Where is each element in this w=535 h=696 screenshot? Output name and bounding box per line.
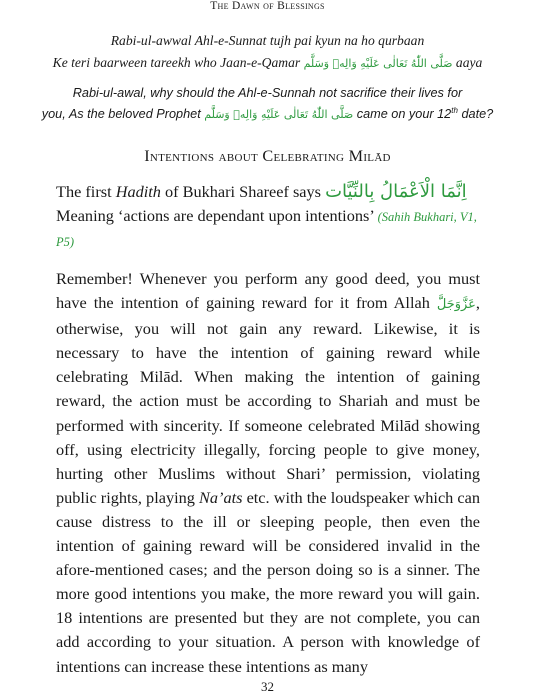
translation-line-2-end: came on your 12 (356, 107, 452, 122)
hadith-word: Hadith (115, 182, 161, 201)
poem-translation (40, 84, 495, 124)
salutation-arabic: صَلَّى اللّٰهُ تَعَالٰى عَلَيْهِ وَالِهٖ وَسَلَّم (204, 108, 354, 122)
hadith-intro (56, 180, 480, 254)
running-head: The Dawn of Blessings (210, 0, 325, 12)
section-heading: Intentions about Celebrating Milād (144, 147, 391, 165)
intro-line-2 (56, 204, 480, 254)
poem-line-1: Rabi-ul-awwal Ahl-e-Sunnat tujh pai kyun na ho qurbaan (110, 33, 425, 48)
translation-line-2-tail: date? (461, 107, 494, 122)
naats-word: Na’ats (199, 487, 243, 507)
poem-line-2-text: Ke teri baarween tareekh who Jaan-e-Qamar (52, 54, 301, 70)
ordinal-suffix: th (451, 106, 458, 115)
azza-wa-jal-arabic: عَزَّوَجَلَّ (436, 297, 476, 313)
poem-line-2-end: aaya (455, 54, 483, 70)
hadith-arabic: اِنَّمَا الْاَعْمَالُ بِالنِّيَّات (325, 181, 467, 202)
paragraph-text-1: Remember! Whenever you perform any good deed, you must have the intention of gaining reward for it from Allah (56, 269, 480, 313)
intro-line-1 (56, 180, 480, 204)
paragraph-text-3: etc. with the loudspeaker which can cause distress to the ill or sleeping people, then even the intention of gaining reward will be considered invalid in the afore-mentioned cases; and the person doing so is a sinner. The more good intentions you make, the more reward you will gain. 18 intentions are presented but they are not complete, you can add according to your situation. A person with knowledge of intentions can increase these intentions as many (56, 487, 481, 676)
page-number: 32 (261, 679, 274, 694)
hadith-reference: (Sahih Bukhari, V1, P5) (56, 210, 477, 249)
intro-text-2: of Bukhari Shareef says (165, 182, 321, 201)
hadith-meaning: Meaning ‘actions are dependant upon intentions’ (56, 206, 374, 225)
translation-line-2 (40, 102, 495, 124)
translation-line-1: Rabi-ul-awal, why should the Ahl-e-Sunnah not sacrifice their lives for (72, 86, 463, 100)
poem-couplet (40, 30, 495, 74)
intro-text: The first (56, 182, 112, 201)
poem-line-2 (40, 52, 495, 75)
translation-line-2-text: you, As the beloved Prophet (41, 107, 201, 122)
salutation-arabic: صَلَّى اللّٰهُ تَعَالٰى عَلَيْهِ وَالِهٖ وَسَلَّم (303, 56, 453, 70)
paragraph-text-2: , otherwise, you will not gain any reward. Likewise, it is necessary to have the intention of gaining reward while celebrating Milād. When making the intention of gaining reward, the action must be according to Shariah and must be performed with sincerity. If someone celebrated Milād showing off, using electricity illegally, forcing people to give money, hurting other Muslims without Shari’ permission, violating public rights, playing (56, 293, 480, 507)
body-paragraph (56, 267, 480, 679)
